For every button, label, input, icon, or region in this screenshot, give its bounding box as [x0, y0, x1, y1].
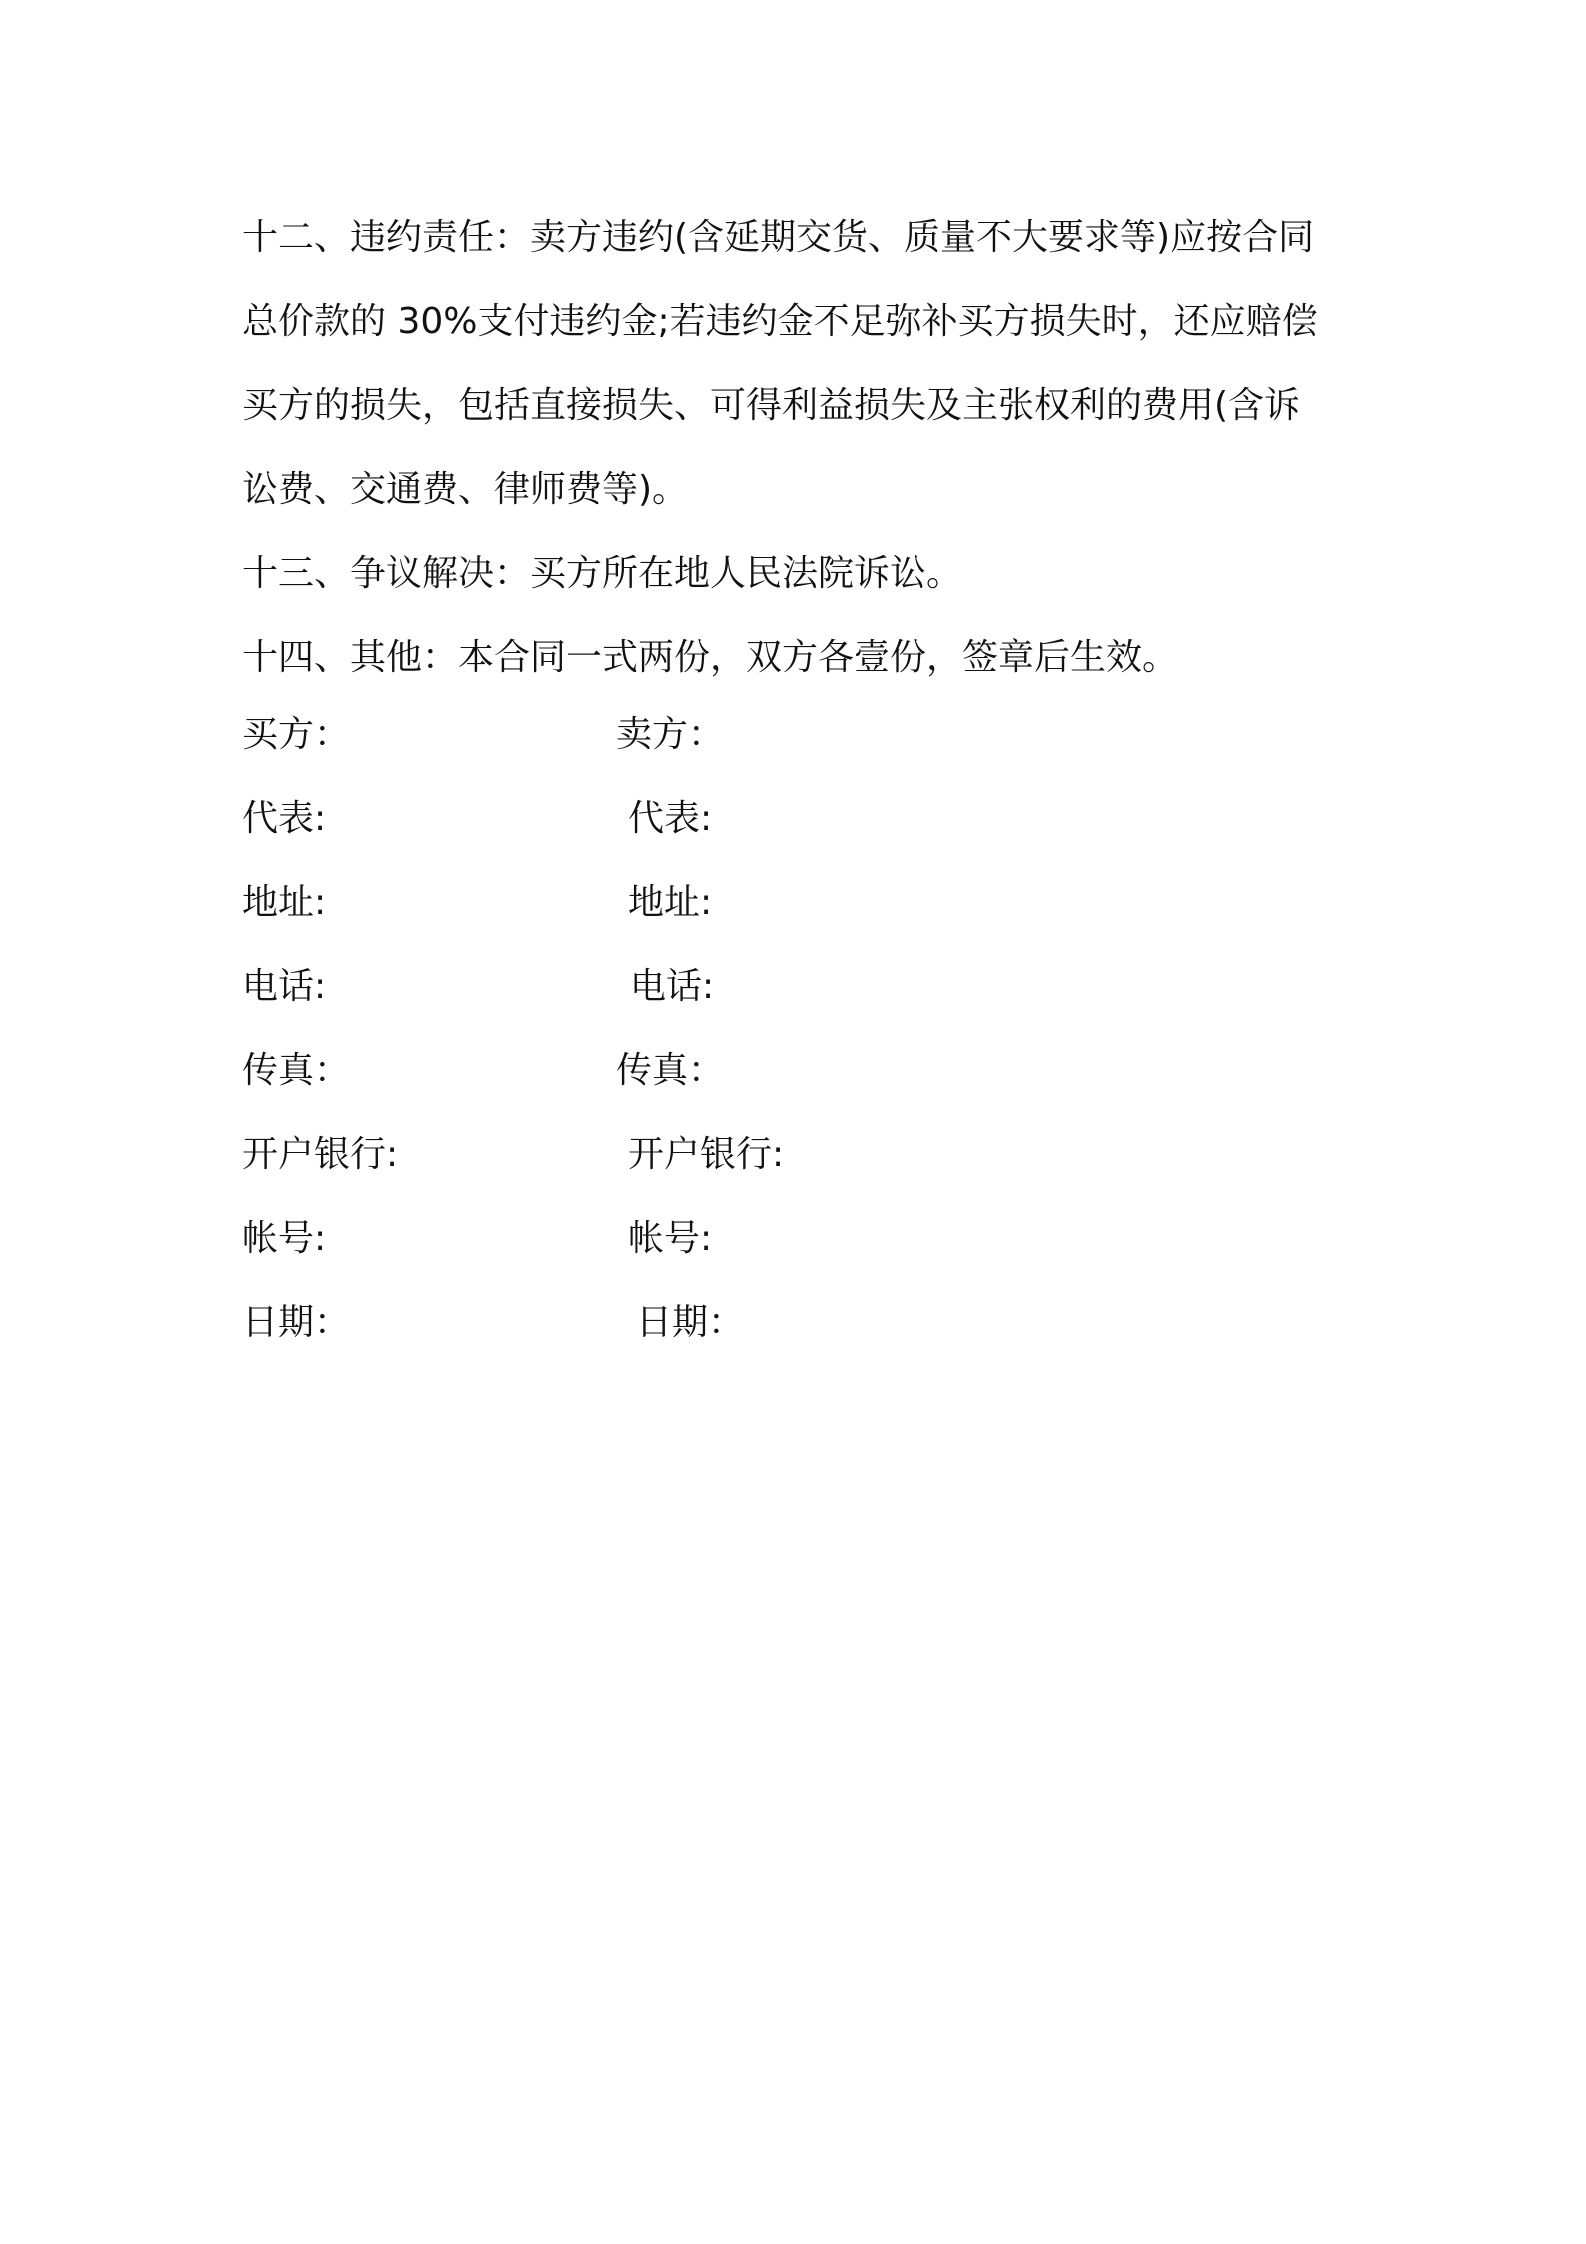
- signature-row: [242, 777, 1342, 861]
- signature-row: [242, 1113, 1342, 1197]
- buyer-address-label: 地址:: [242, 882, 327, 923]
- buyer-phone-label: 电话:: [242, 966, 327, 1007]
- seller-fax-label: 传真：: [616, 1050, 725, 1091]
- seller-date-label: 日期：: [636, 1302, 745, 1343]
- clause-14: 十四、其他：本合同一式两份，双方各壹份，签章后生效。: [242, 637, 1179, 678]
- signature-row: [242, 945, 1342, 1029]
- seller-account-label: 帐号:: [628, 1218, 713, 1259]
- buyer-representative-label: 代表:: [242, 798, 327, 839]
- signature-row: [242, 693, 1342, 777]
- contract-clauses: [242, 196, 1362, 700]
- buyer-account-label: 帐号:: [242, 1218, 327, 1259]
- signature-row: [242, 1029, 1342, 1113]
- clause-13: 十三、争议解决：买方所在地人民法院诉讼。: [242, 553, 963, 594]
- signature-row: [242, 1281, 1342, 1365]
- signature-row: [242, 1197, 1342, 1281]
- buyer-date-label: 日期：: [242, 1302, 351, 1343]
- signature-block: [242, 693, 1342, 1365]
- seller-representative-label: 代表:: [628, 798, 713, 839]
- clause-12-line-1: 十二、违约责任：卖方违约(含延期交货、质量不大要求等)应按合同: [242, 217, 1315, 258]
- clause-12-line-4: 讼费、交通费、律师费等)。: [242, 469, 689, 510]
- signature-row: [242, 861, 1342, 945]
- buyer-bank-label: 开户银行:: [242, 1134, 399, 1175]
- clause-12-line-2: 总价款的 30%支付违约金;若违约金不足弥补买方损失时，还应赔偿: [242, 301, 1318, 342]
- buyer-fax-label: 传真：: [242, 1050, 351, 1091]
- seller-bank-label: 开户银行:: [628, 1134, 785, 1175]
- clause-12-line-3: 买方的损失，包括直接损失、可得利益损失及主张权利的费用(含诉: [242, 385, 1301, 426]
- seller-address-label: 地址:: [628, 882, 713, 923]
- seller-phone-label: 电话:: [630, 966, 715, 1007]
- buyer-label: 买方：: [242, 714, 351, 755]
- seller-label: 卖方：: [616, 714, 725, 755]
